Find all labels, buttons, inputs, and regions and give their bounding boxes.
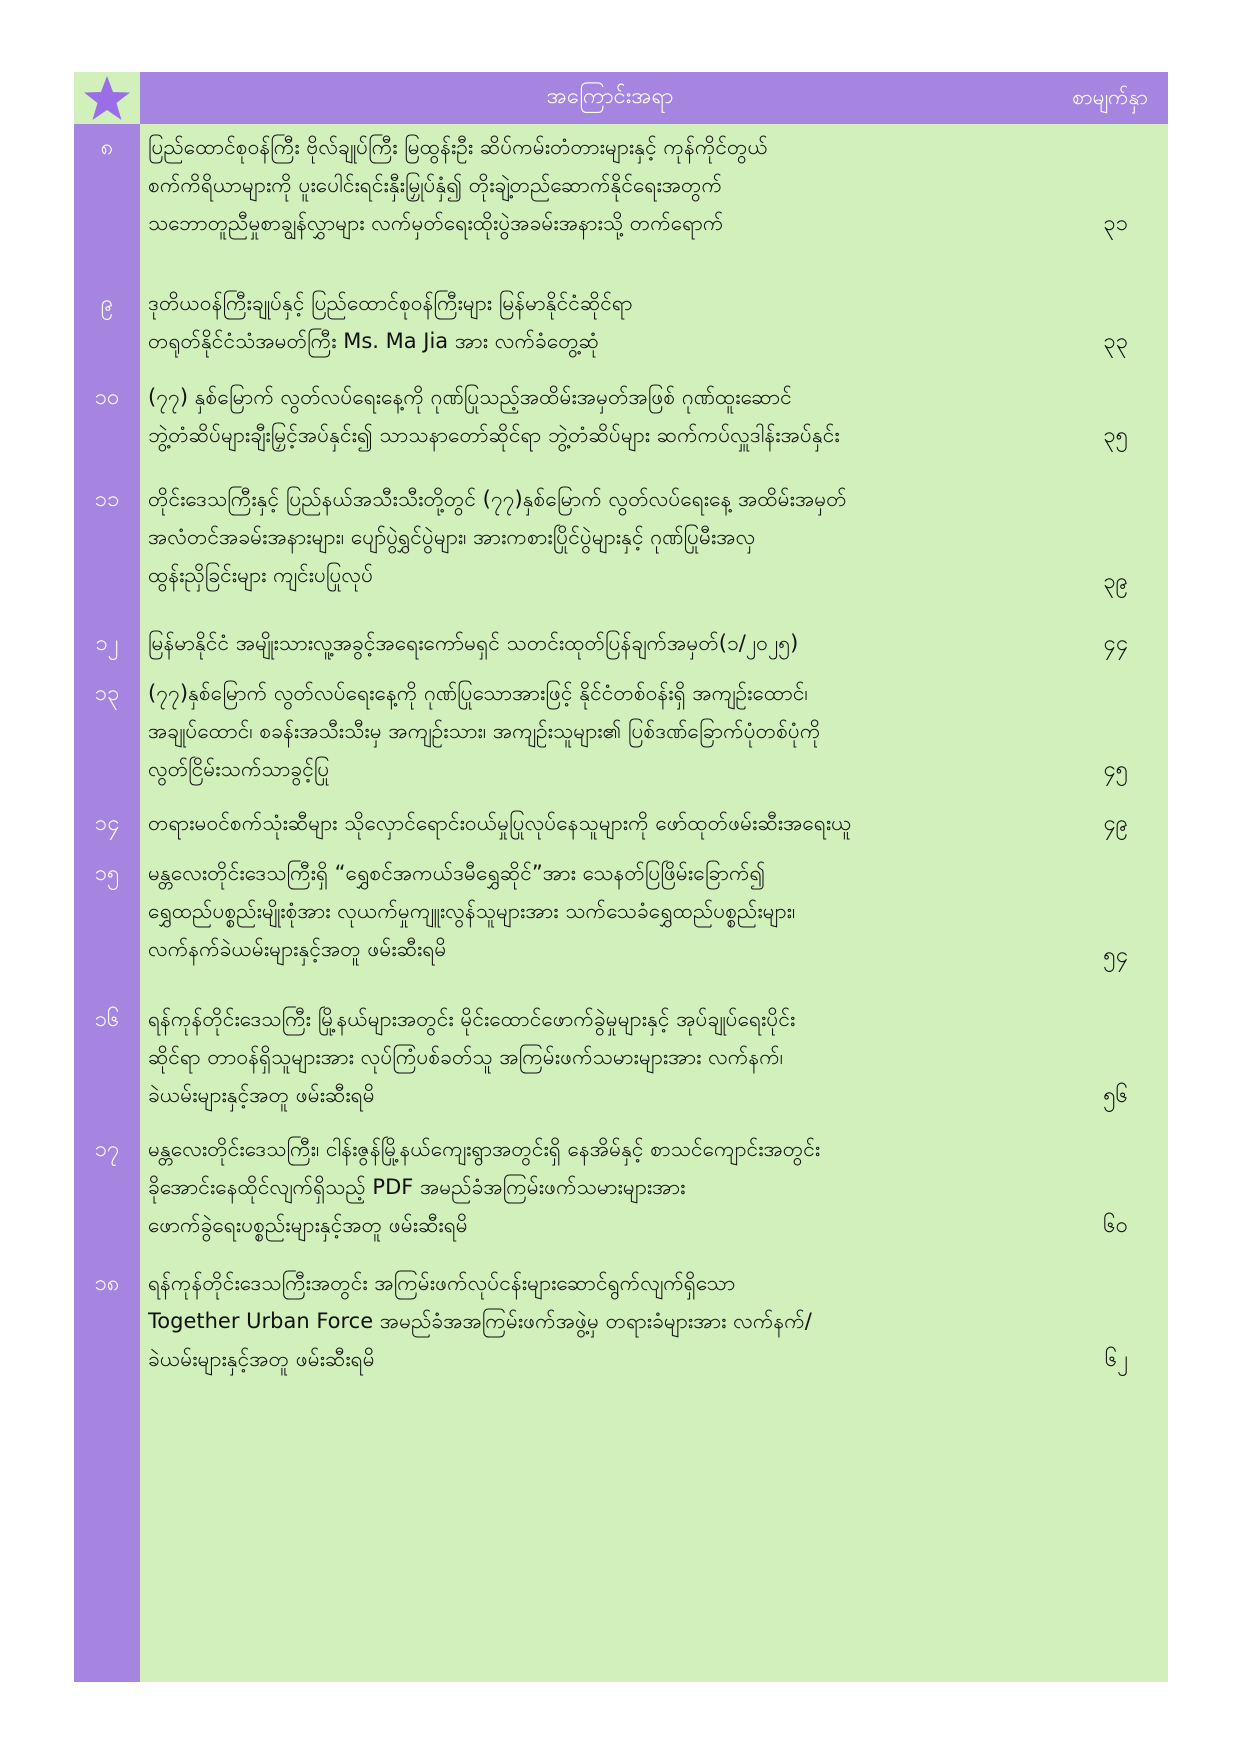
entry-number: ၁၄ bbox=[94, 811, 120, 836]
entry-page: ၄၉ bbox=[1103, 811, 1128, 836]
entry-number: ၁၆ bbox=[94, 1007, 120, 1032]
entry-page: ၅၆ bbox=[1103, 1083, 1128, 1108]
entry-number: ၁၀ bbox=[94, 385, 120, 410]
toc-entry[interactable] bbox=[74, 854, 1168, 982]
entry-page: ၆၂ bbox=[1104, 1347, 1128, 1372]
entry-page: ၄၄ bbox=[1103, 631, 1128, 656]
star-icon bbox=[83, 75, 131, 121]
entry-number: ၈ bbox=[100, 135, 114, 160]
toc-entry[interactable] bbox=[74, 1000, 1168, 1118]
entry-number: ၁၇ bbox=[94, 1137, 120, 1162]
entry-page: ၃၃ bbox=[1103, 329, 1128, 354]
entry-number: ၁၂ bbox=[95, 631, 119, 656]
star-cell bbox=[74, 72, 140, 124]
entry-number: ၁၁ bbox=[94, 487, 120, 512]
entry-title: မြန်မာနိုင်ငံ အမျိုးသားလူ့အခွင့်အရေးကော်မရှင် သတင်းထုတ်ပြန်ချက်အမှတ်(၁/၂၀၂၅) bbox=[148, 631, 799, 655]
entry-title: တရားမဝင်စက်သုံးဆီများ သိုလှောင်ရောင်းဝယ်မှုပြုလုပ်နေသူများကို ဖော်ထုတ်ဖမ်းဆီးအရေးယူ bbox=[148, 811, 852, 835]
entry-title: (၇၇)နှစ်မြောက် လွတ်လပ်ရေးနေ့ကို ဂုဏ်ပြုသောအားဖြင့် နိုင်ငံတစ်ဝန်းရှိ အကျဉ်းထောင်၊ အချုပ်ထောင်၊ စခန်းအသီးသီးမှ အကျဉ်းသား၊ အကျဉ်းသူများ၏ ပြစ်ဒဏ်ခြောက်ပုံတစ်ပုံကို လွတ်ငြိမ်းသက်သာခွင့်ပြု bbox=[148, 681, 821, 781]
toc-entry[interactable] bbox=[74, 284, 1168, 364]
header-title: အကြောင်းအရာ bbox=[546, 84, 674, 109]
header-page-label: စာမျက်နှာ bbox=[1072, 85, 1148, 109]
toc-entry[interactable] bbox=[74, 1264, 1168, 1382]
table-of-contents bbox=[74, 72, 1168, 1682]
entry-title: ရန်ကုန်တိုင်းဒေသကြီး မြို့နယ်များအတွင်း မိုင်းထောင်ဖောက်ခွဲမှုများနှင့် အုပ်ချုပ်ရေးပိုင်း ဆိုင်ရာ တာဝန်ရှိသူများအား လုပ်ကြံပစ်ခတ်သူ အကြမ်းဖက်သမားများအား လက်နက်၊ ခဲယမ်းများနှင့်အတူ ဖမ်းဆီးရမိ bbox=[148, 1007, 796, 1107]
entry-title: မန္တလေးတိုင်းဒေသကြီးရှိ “ရွှေစင်အကယ်ဒမီရွှေဆိုင်”အား သေနတ်ပြဖြိမ်းခြောက်၍ ရွှေထည်ပစ္စည်းမျိုးစုံအား လုယက်မှုကျူးလွန်သူများအား သက်သေခံရွှေထည်ပစ္စည်းများ၊ လက်နက်ခဲယမ်းများနှင့်အတူ ဖမ်းဆီးရမိ bbox=[148, 861, 796, 961]
entry-number: ၉ bbox=[100, 291, 114, 316]
toc-entry[interactable] bbox=[74, 378, 1168, 458]
entry-title: ရန်ကုန်တိုင်းဒေသကြီးအတွင်း အကြမ်းဖက်လုပ်ငန်းများဆောင်ရွက်လျက်ရှိသော Together Urban Force အမည်ခံအအကြမ်းဖက်အဖွဲ့မှ တရားခံများအား လက်နက်/ ခဲယမ်းများနှင့်အတူ ဖမ်းဆီးရမိ bbox=[148, 1271, 812, 1371]
entry-title: မန္တလေးတိုင်းဒေသကြီး၊ ငါန်းဇွန်မြို့နယ်ကျေးရွာအတွင်းရှိ နေအိမ်နှင့် စာသင်ကျောင်းအတွင်း ခိုအောင်းနေထိုင်လျက်ရှိသည့် PDF အမည်ခံအကြမ်းဖက်သမားများအား ဖောက်ခွဲရေးပစ္စည်းများနှင့်အတူ ဖမ်းဆီးရမိ bbox=[148, 1137, 821, 1237]
entry-page: ၃၁ bbox=[1103, 211, 1128, 236]
entry-title: တိုင်းဒေသကြီးနှင့် ပြည်နယ်အသီးသီးတို့တွင် (၇၇)နှစ်မြောက် လွတ်လပ်ရေးနေ့ အထိမ်းအမှတ် အလံတင်အခမ်းအနားများ၊ ပျော်ပွဲရွှင်ပွဲများ၊ အားကစားပြိုင်ပွဲများနှင့် ဂုဏ်ပြုမီးအလှ ထွန်းညှိခြင်းများ ကျင်းပပြုလုပ် bbox=[148, 487, 847, 587]
entry-title: ဒုတိယဝန်ကြီးချုပ်နှင့် ပြည်ထောင်စုဝန်ကြီးများ မြန်မာနိုင်ငံဆိုင်ရာ တရုတ်နိုင်ငံသံအမတ်ကြီး Ms. Ma Jia အား လက်ခံတွေ့ဆုံ bbox=[148, 291, 633, 353]
entry-page: ၄၅ bbox=[1103, 757, 1128, 782]
toc-entry[interactable] bbox=[74, 624, 1168, 664]
toc-entry[interactable] bbox=[74, 804, 1168, 844]
toc-entry[interactable] bbox=[74, 1130, 1168, 1248]
entry-number: ၁၅ bbox=[94, 861, 120, 886]
toc-entry[interactable] bbox=[74, 128, 1168, 266]
entry-number: ၁၈ bbox=[94, 1271, 120, 1296]
toc-entry[interactable] bbox=[74, 480, 1168, 618]
toc-entry[interactable] bbox=[74, 674, 1168, 792]
entry-title: (၇၇) နှစ်မြောက် လွတ်လပ်ရေးနေ့ကို ဂုဏ်ပြုသည့်အထိမ်းအမှတ်အဖြစ် ဂုဏ်ထူးဆောင် ဘွဲ့တံဆိပ်များချီးမြှင့်အပ်နှင်း၍ သာသနာတော်ဆိုင်ရာ ဘွဲ့တံဆိပ်များ ဆက်ကပ်လှူဒါန်းအပ်နှင်း bbox=[148, 385, 840, 447]
entry-page: ၃၅ bbox=[1103, 423, 1128, 448]
entry-number: ၁၃ bbox=[94, 681, 120, 706]
entry-page: ၃၉ bbox=[1103, 569, 1128, 594]
entry-page: ၆၀ bbox=[1103, 1213, 1128, 1238]
entry-title: ပြည်ထောင်စုဝန်ကြီး ဗိုလ်ချုပ်ကြီး မြထွန်းဦး ဆိပ်ကမ်းတံတားများနှင့် ကုန်ကိုင်တွယ် စက်ကိရိယာများကို ပူးပေါင်းရင်းနှီးမြှုပ်နှံ၍ တိုးချဲ့တည်ဆောက်နိုင်ရေးအတွက် သဘောတူညီမှုစာချွန်လွှာများ လက်မှတ်ရေးထိုးပွဲအခမ်းအနားသို့ တက်ရောက် bbox=[148, 135, 768, 235]
entry-page: ၅၄ bbox=[1103, 943, 1128, 968]
toc-header bbox=[74, 72, 1168, 124]
